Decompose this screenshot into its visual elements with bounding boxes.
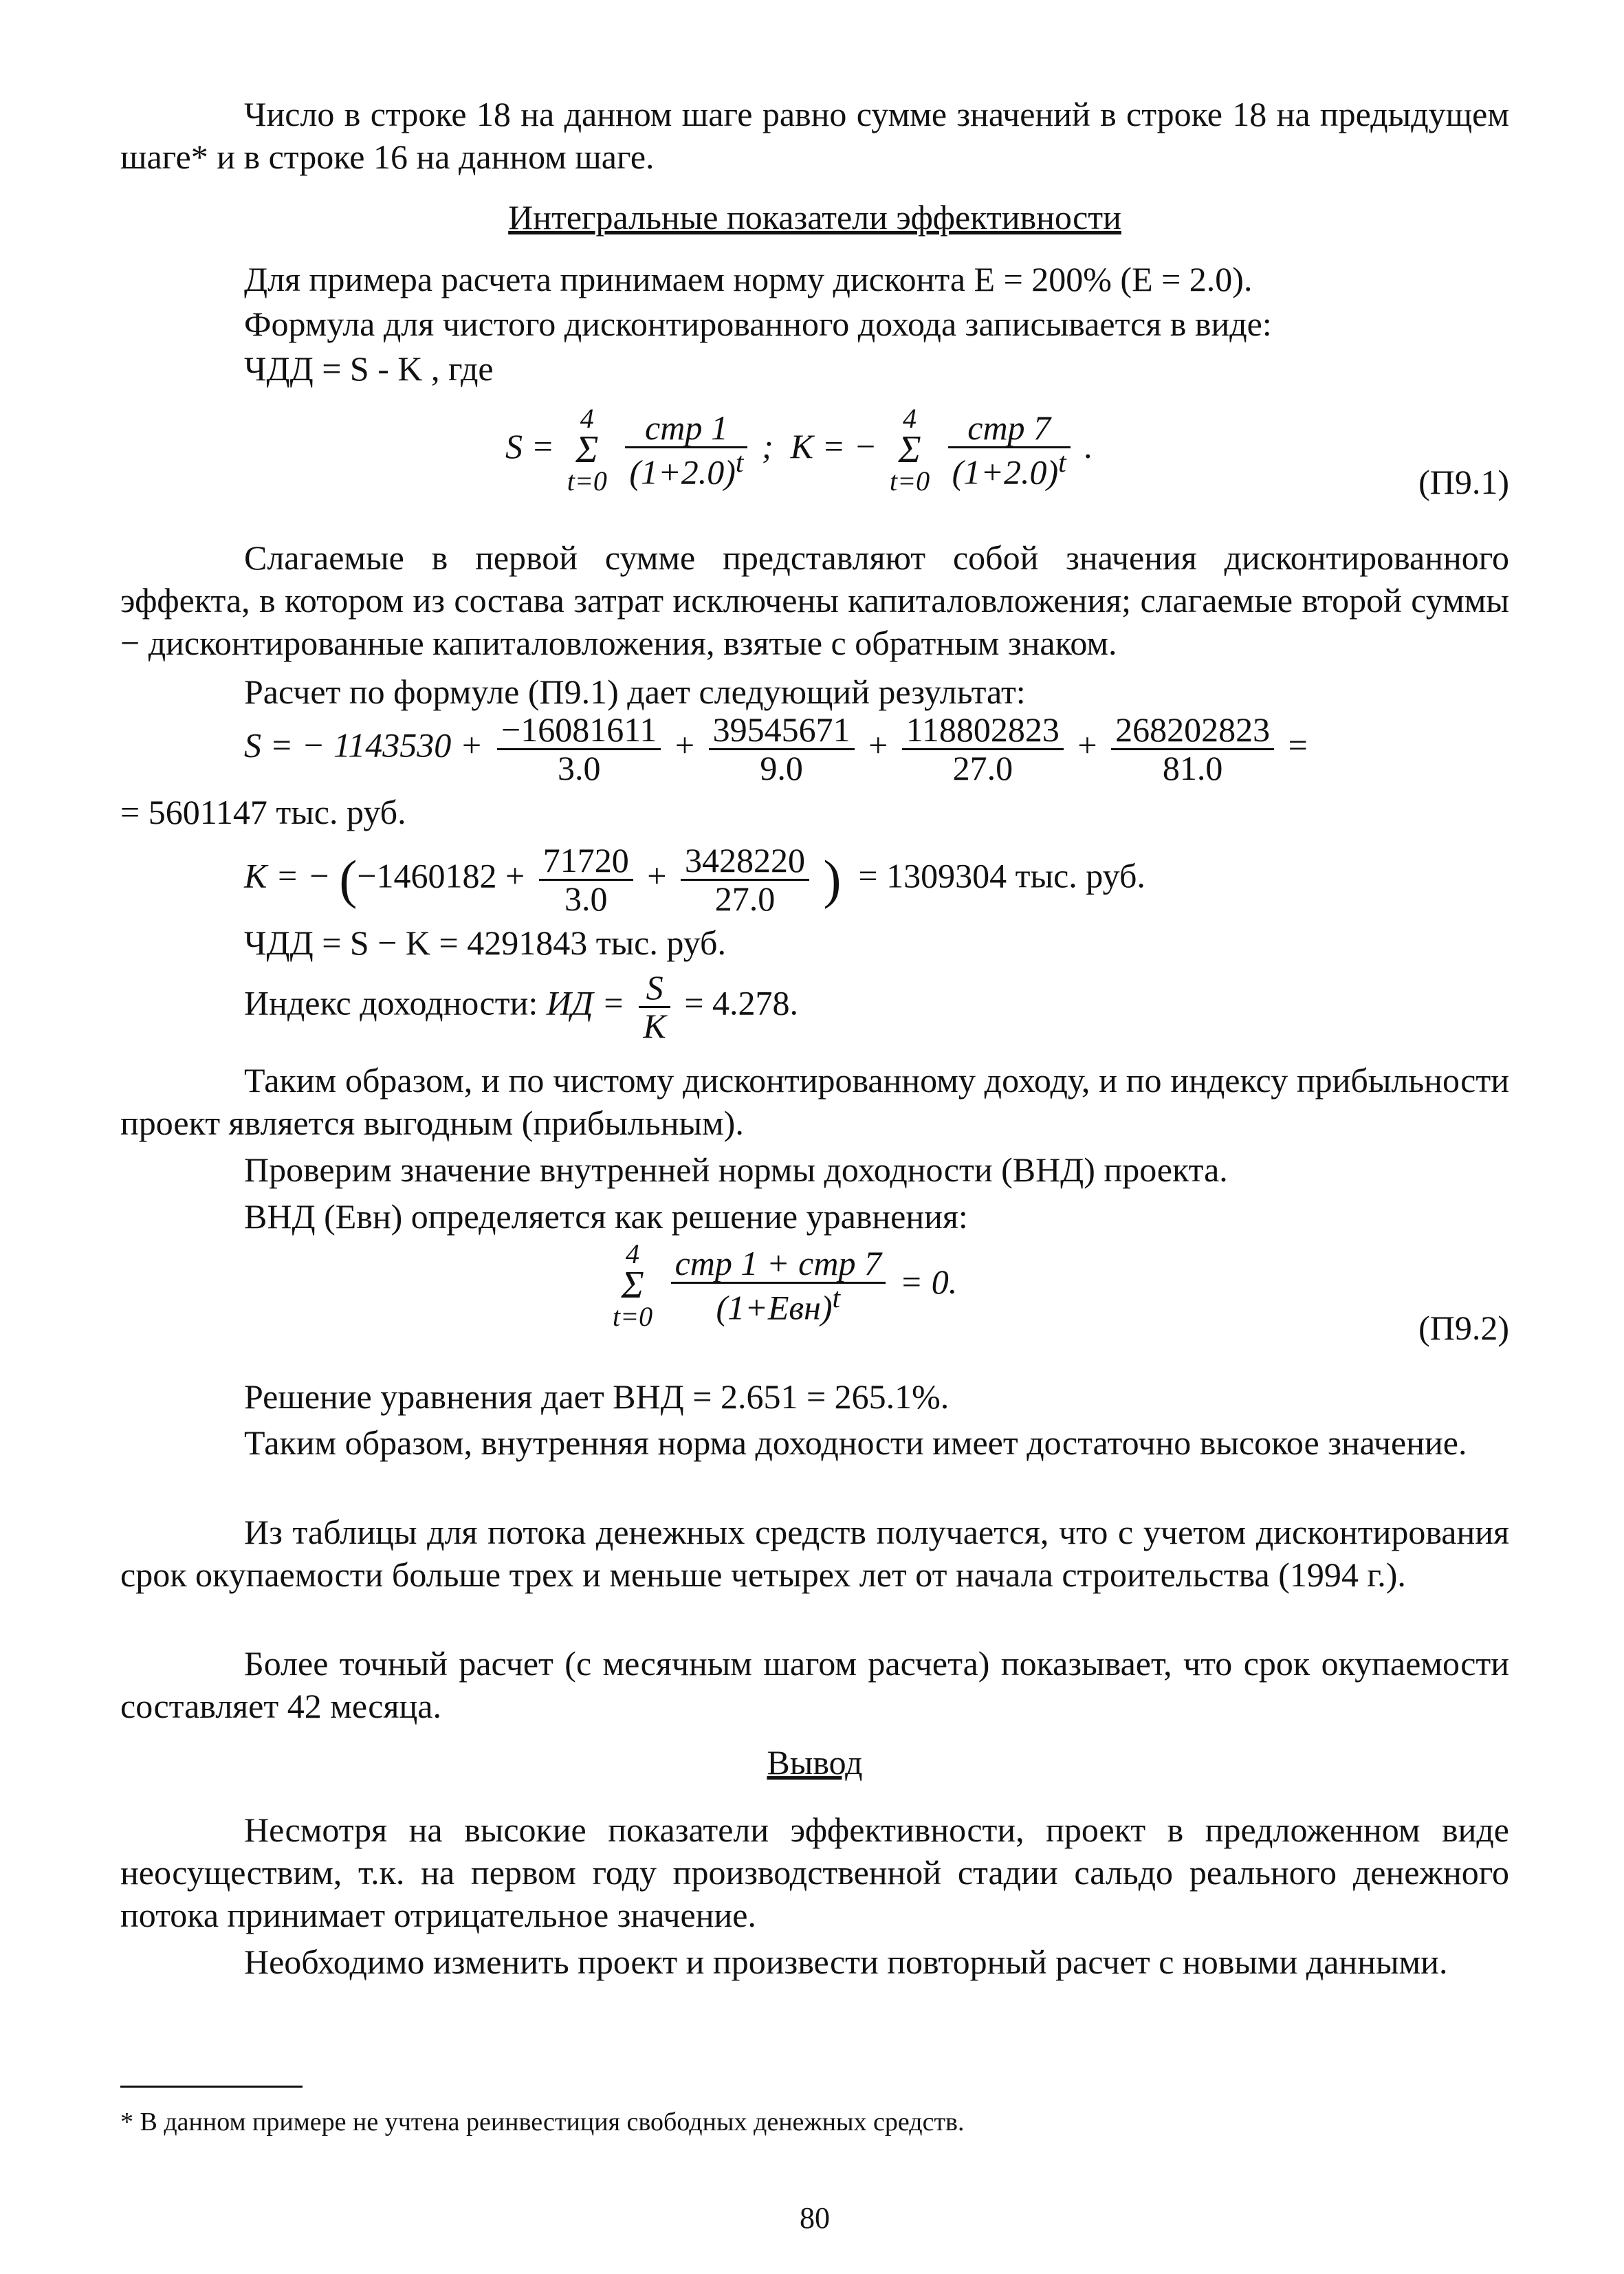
fraction: $\frac{-16081611}{3.0}$ <box>497 712 661 786</box>
paragraph-irr-result: Решение уравнения дает ВНД = 2.651 = 265.1%. <box>244 1377 950 1416</box>
paragraph-calc-result: Расчет по формуле (П9.1) дает следующий результат: <box>244 673 1026 711</box>
footnote-divider <box>120 2086 303 2088</box>
fraction: $\frac{71720}{3.0}$ <box>539 842 633 917</box>
paragraph-npv-def: ЧДД = S - K , где <box>244 349 494 388</box>
sum-symbol: 4 Σ t=0 <box>613 1238 653 1333</box>
equation-k: K = − (−1460182 + $\frac{71720}{3.0}$ + $\frac{3428220}{27.0}$ ) = 1309304 тыс. руб. <box>244 841 1145 918</box>
section-heading-indicators: Интегральные показатели эффективности <box>508 198 1121 237</box>
page-number: 80 <box>800 2201 830 2235</box>
paragraph-precise-calc: Более точный расчет (с месячным шагом расчета) показывает, что срок окупаемости составляет 42 месяца. <box>120 1644 1509 1725</box>
equation-s: S = − 1143530 + $\frac{-16081611}{3.0}$ + $\frac{39545671}{9.0}$ + $\frac{118802823}{27.0}$ + $\frac{268202823}{81.0}$ = <box>244 710 1308 787</box>
paragraph-1: Число в строке 18 на данном шаге равно сумме значений в строке 18 на предыдущем шаге* и в строке 16 на данном шаге. <box>120 95 1509 176</box>
fraction: $\frac{268202823}{81.0}$ <box>1111 712 1274 786</box>
paragraph-discount-rate: Для примера расчета принимаем норму дисконта Е = 200% (Е = 2.0). <box>244 260 1253 298</box>
fraction: $\frac{39545671}{9.0}$ <box>709 712 855 786</box>
paragraph-terms: Слагаемые в первой сумме представляют собой значения дисконтированного эффекта, в котором из состава затрат исключены капиталовложения; слагаемые второй суммы − дисконтированные капиталовложения, взятые с обратным знаком. <box>120 538 1509 662</box>
equation-label: (П9.1) <box>1418 463 1509 501</box>
paragraph-irr-conclusion: Таким образом, внутренняя норма доходности имеет достаточно высокое значение. <box>244 1423 1467 1462</box>
equation-label: (П9.2) <box>1418 1309 1509 1347</box>
fraction: $\frac{3428220}{27.0}$ <box>681 842 809 917</box>
paragraph-formula-intro: Формула для чистого дисконтированного дохода записывается в виде: <box>244 305 1272 343</box>
equation-s-result: = 5601147 тыс. руб. <box>120 793 406 831</box>
equation-p9-1-body: S = 4 Σ t=0 $\frac{\text{стр 1}}{(1+2.0)^t}$ ; K = − 4 Σ t=0 $\frac{\text{стр 7}}{(1+2.0)^t}$ . <box>505 403 1093 497</box>
sum-symbol: 4 Σ t=0 <box>567 403 607 497</box>
footnote: * В данном примере не учтена реинвестиция свободных денежных средств. <box>120 2108 965 2136</box>
equation-p9-1 <box>120 403 1509 523</box>
paragraph-irr-def: ВНД (Евн) определяется как решение уравнения: <box>244 1197 968 1236</box>
fraction: $\frac{118802823}{27.0}$ <box>902 712 1064 786</box>
paragraph-conclusion: Несмотря на высокие показатели эффективности, проект в предложенном виде неосуществим, т.к. на первом году производственной стадии сальдо реального денежного потока принимает отрицательное значение. <box>120 1811 1509 1934</box>
equation-p9-2: 4 Σ t=0 $\frac{\text{стр 1 + стр 7}}{(1+Eвн)^t}$ = 0. (П9.2) <box>120 1241 1509 1358</box>
paragraph-payback: Из таблицы для потока денежных средств получается, что с учетом дисконтирования срок окупаемости больше трех и меньше четырех лет от начала строительства (1994 г.). <box>120 1513 1509 1594</box>
fraction: $\frac{\text{стр 1 + стр 7}}{(1+Eвн)^t}$ <box>671 1245 886 1326</box>
fraction-s: $\frac{\text{стр 1}}{(1+2.0)^t}$ <box>625 410 747 490</box>
equation-profitability-index: Индекс доходности: ИД = $\frac{S}{K}$ = 4.278. <box>244 968 798 1045</box>
paragraph-irr-check: Проверим значение внутренней нормы доходности (ВНД) проекта. <box>244 1150 1228 1189</box>
paragraph-conclusion-npv: Таким образом, и по чистому дисконтированному доходу, и по индексу прибыльности проект является выгодным (прибыльным). <box>120 1061 1509 1142</box>
sum-symbol: 4 Σ t=0 <box>889 403 930 497</box>
equation-npv: ЧДД = S − K = 4291843 тыс. руб. <box>244 923 726 962</box>
paragraph-recommendation: Необходимо изменить проект и произвести повторный расчет с новыми данными. <box>244 1943 1448 1981</box>
section-heading-conclusion: Вывод <box>767 1743 863 1782</box>
fraction-k: $\frac{\text{стр 7}}{(1+2.0)^t}$ <box>948 410 1071 490</box>
fraction: $\frac{S}{K}$ <box>639 970 670 1044</box>
